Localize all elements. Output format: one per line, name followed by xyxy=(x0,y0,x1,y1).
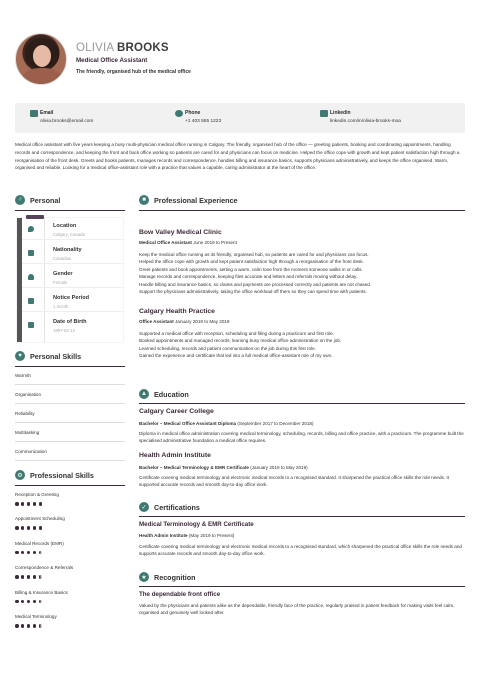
section-certifications: ✓ Certifications xyxy=(139,502,200,512)
rating-dot xyxy=(33,502,37,506)
cake-icon xyxy=(28,322,34,328)
person-icon xyxy=(28,274,34,280)
professional-skill-name: Appointment Scheduling xyxy=(15,516,65,522)
section-rule xyxy=(15,366,125,367)
tagline: The friendly, organised hub of the medical office xyxy=(76,69,191,75)
rating-dot xyxy=(21,575,25,579)
rating-dot xyxy=(15,526,19,530)
section-professional-skills: ⚙ Professional Skills xyxy=(15,470,94,480)
education-desc: Diploma in medical office administration covering medical terminology, scheduling, records, billing and office practice, with a practicum. The programme built the specialised administrative foundation a medical office requires. xyxy=(139,431,464,444)
professional-skill-name: Billing & Insurance Basics xyxy=(15,589,68,595)
skill-rating xyxy=(15,551,42,555)
heart-icon: ♥ xyxy=(15,351,25,361)
section-rule xyxy=(139,210,465,211)
location-icon xyxy=(28,226,34,232)
role-line: Medical Office Assistant June 2019 to Present xyxy=(139,240,237,245)
graduation-cap-icon: ▲ xyxy=(139,389,149,399)
rating-dot xyxy=(33,575,37,579)
divider xyxy=(15,384,125,385)
personal-nationality: Nationality Canadian xyxy=(22,242,123,264)
section-rule xyxy=(139,403,465,404)
divider xyxy=(15,460,125,461)
personal-notice: Notice Period 1 month xyxy=(22,290,123,312)
section-rule xyxy=(139,586,465,587)
professional-skill-name: Correspondence & Referrals xyxy=(15,565,74,571)
rating-dot xyxy=(27,624,31,628)
calendar-icon xyxy=(28,298,34,304)
award-icon: ★ xyxy=(139,572,149,582)
rating-dot xyxy=(39,526,43,530)
section-rule xyxy=(15,485,125,486)
rating-dot xyxy=(39,575,43,579)
linkedin-icon xyxy=(320,110,328,117)
job-title: Medical Office Assistant xyxy=(76,57,148,64)
briefcase-icon: ■ xyxy=(139,195,149,205)
section-personal-skills: ♥ Personal Skills xyxy=(15,351,81,361)
professional-skill-name: Medical Terminology xyxy=(15,614,57,619)
skill-rating xyxy=(15,502,42,506)
section-personal: ♂ Personal xyxy=(15,195,60,205)
rating-dot xyxy=(27,600,31,604)
rating-dot xyxy=(27,526,31,530)
rating-dot xyxy=(39,551,43,555)
rating-dot xyxy=(15,551,19,555)
rating-dot xyxy=(39,624,43,628)
summary-text: Medical office assistant with five years keeping a busy multi-physician medical office running in Calgary. The friendly, organised hub of the office — greeting patients, booking and coordinating appointments, handling records and correspondence, and keeping the front and back office working so patients are cared for and physicians can focus on medicine. Helped the office cope with growth and kept patient satisfaction high through a reorganisation of the front desk. Greets and books patients, manages records and correspondence, handles billing and insurance basics, supports physicians administratively, and keeps the office organised. Warm, organised and reliable. Looking for a medical office-assistant role with a practice that values a capable, caring administrator at the heart of the office. xyxy=(15,142,460,171)
rating-dot xyxy=(21,551,25,555)
school-name: Calgary Career College xyxy=(139,408,214,415)
rating-dot xyxy=(39,502,43,506)
personal-skill: Communication xyxy=(15,449,47,454)
rating-dot xyxy=(33,551,37,555)
rating-dot xyxy=(33,624,37,628)
rating-dot xyxy=(15,600,19,604)
school-name: Health Admin Institute xyxy=(139,452,211,459)
divider xyxy=(15,403,125,404)
professional-skill-name: Medical Records (EMR) xyxy=(15,540,64,546)
resume-header xyxy=(15,33,465,91)
contact-bar: Email olivia.brooks@email.com Phone +1 403 555 1223 Linkedin linkedin.com/in/olivia-brooks-moa xyxy=(15,103,465,133)
divider xyxy=(15,422,125,423)
personal-dob: Date of Birth 1997-03-12 xyxy=(22,314,123,336)
rating-dot xyxy=(39,600,43,604)
rating-dot xyxy=(15,575,19,579)
phone-icon xyxy=(175,110,183,117)
experience-bullets: Keep the medical office running as its friendly, organised hub, so patients are cared for and physicians can focus. Helped the office cope with growth and kept patient satisfaction high through a reorganisation of the front desk. Greet patients and book appointments, setting a warm, calm tone from the moment someone walks in or calls. Manage records and correspondence, keeping files accurate and letters and referrals moving without delay. Handle billing and insurance basics, so claims and payments are processed correctly and patients are not chased. Support the physicians administratively, taking the office workload off them so they can spend time with patients. xyxy=(139,252,372,295)
employer-name: Bow Valley Medical Clinic xyxy=(139,229,222,236)
rating-dot xyxy=(33,600,37,604)
section-education: ▲ Education xyxy=(139,389,189,399)
personal-card xyxy=(17,218,123,342)
education-desc: Certificate covering medical terminology and electronic medical records to a recognised standard. It sharpened the practical office skills the role needs. It supported accurate records and smooth day-to-day office work. xyxy=(139,475,449,488)
linkedin-link[interactable]: linkedin.com/in/olivia-brooks-moa xyxy=(330,119,401,124)
rating-dot xyxy=(21,600,25,604)
divider xyxy=(15,441,125,442)
flag-icon xyxy=(28,250,34,256)
rating-dot xyxy=(27,551,31,555)
candidate-name: OLIVIA BROOKS xyxy=(76,42,169,54)
recognition-title: The dependable front office xyxy=(139,591,221,598)
rating-dot xyxy=(27,502,31,506)
section-rule xyxy=(139,516,465,517)
personal-skill: Warmth xyxy=(15,373,31,378)
degree-line: Bachelor – Medical Terminology & EMR Certificate (January 2019 to May 2019) xyxy=(139,465,308,470)
professional-skill-name: Reception & Greeting xyxy=(15,492,59,497)
mail-icon xyxy=(30,110,38,117)
section-rule xyxy=(15,210,125,211)
personal-location: Location Calgary, Canada xyxy=(22,218,123,240)
email-link[interactable]: olivia.brooks@email.com xyxy=(40,119,94,124)
personal-gender: Gender Female xyxy=(22,266,123,288)
rating-dot xyxy=(15,502,19,506)
phone-number[interactable]: +1 403 555 1223 xyxy=(185,119,222,124)
section-experience: ■ Professional Experience xyxy=(139,195,238,205)
skill-rating xyxy=(15,624,42,628)
gear-icon: ⚙ xyxy=(15,470,25,480)
recognition-desc: Valued by the physicians and patients alike as the dependable, friendly face of the practice, regularly praised in patient feedback for making visits feel calm, organised and genuinely well looked after. xyxy=(139,603,455,616)
cert-issuer-line: Health Admin Institute (May 2019 to Present) xyxy=(139,533,235,538)
degree-line: Bachelor – Medical Office Assistant Diploma (September 2017 to December 2018) xyxy=(139,421,314,426)
experience-bullets: Supported a medical office with reception, scheduling and filing during a practicum and first role. Booked appointments and managed records, learning busy medical office administration on the job. Learned scheduling, records and patient communication on the job during this first role. Gained the experience and certificate that led into a full medical office-assistant role of my own. xyxy=(139,331,342,359)
rating-dot xyxy=(21,624,25,628)
skill-rating xyxy=(15,526,42,530)
personal-skill: Multitasking xyxy=(15,430,40,435)
section-recognition: ★ Recognition xyxy=(139,572,196,582)
employer-name: Calgary Health Practice xyxy=(139,308,215,315)
certificate-icon: ✓ xyxy=(139,502,149,512)
role-line: Office Assistant January 2019 to May 2019 xyxy=(139,319,230,324)
gender-icon: ♂ xyxy=(15,195,25,205)
rating-dot xyxy=(27,575,31,579)
skill-rating xyxy=(15,600,42,604)
personal-skill: Reliability xyxy=(15,411,35,416)
skill-rating xyxy=(15,575,42,579)
rating-dot xyxy=(33,526,37,530)
profile-photo xyxy=(15,33,67,85)
cert-desc: Certificate covering medical terminology and electronic medical records to a recognised standard, which sharpened the practical office skills the role needs and supports accurate records and smooth day-to-day office work. xyxy=(139,544,462,557)
rating-dot xyxy=(15,624,19,628)
cert-title: Medical Terminology & EMR Certificate xyxy=(139,521,254,528)
rating-dot xyxy=(21,526,25,530)
rating-dot xyxy=(21,502,25,506)
personal-skill: Organisation xyxy=(15,392,42,397)
